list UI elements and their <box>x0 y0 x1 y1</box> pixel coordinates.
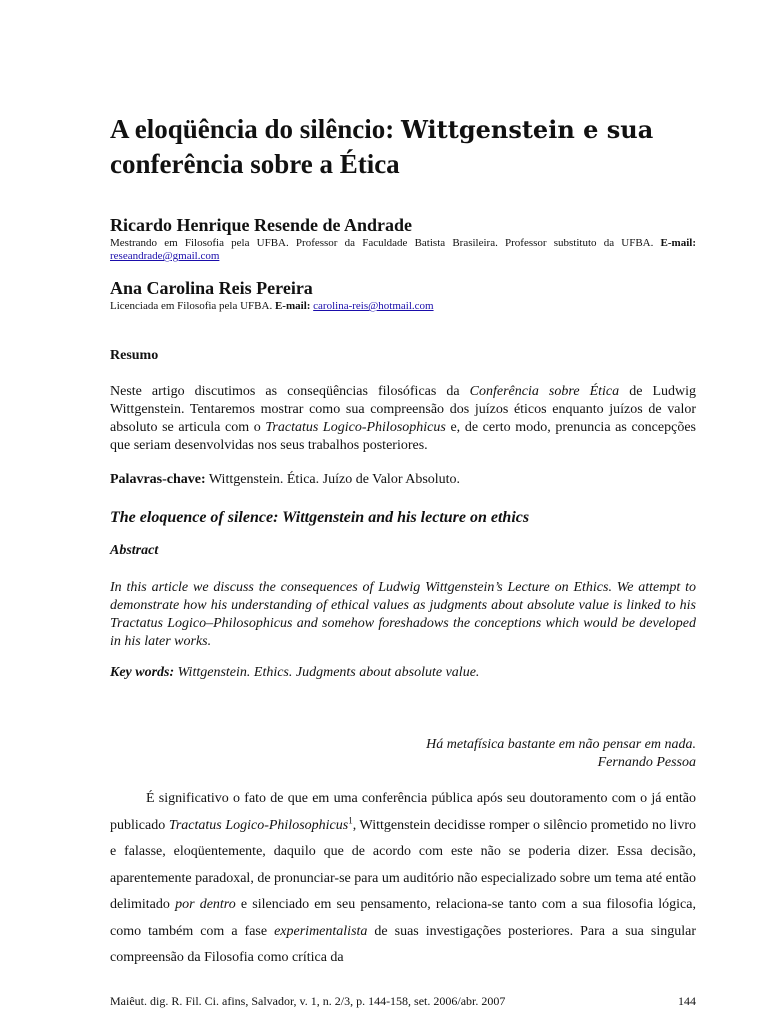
title-line2: conferência sobre a Ética <box>110 149 400 179</box>
resumo-heading: Resumo <box>110 348 159 363</box>
title-sub: Wittgenstein e sua <box>401 115 654 144</box>
body-text: e silenciado em seu pensamento, relaciona-se tanto com a sua filosofia lógica, como também com a fase <box>110 897 696 939</box>
body-text: É significativo o fato de que em uma conferência pública após seu doutoramento com o já então publicado <box>110 791 696 833</box>
resumo-text-italic: Tractatus Logico-Philosophicus <box>265 420 446 435</box>
body-text-italic: experimentalista <box>274 923 368 939</box>
epigraph-author: Fernando Pessoa <box>597 755 696 770</box>
author-affiliation <box>110 300 696 313</box>
body-text: , Wittgenstein decidisse romper o silêncio prometido no livro e falasse, eloqüentemente, daquilo que de acordo com este não se poderia dizer. Essa decisão, aparentemente paradoxal, de pronunciar-se para um auditório não especializado sobre um tema até então delimitado <box>110 817 696 912</box>
author-block-2 <box>110 278 696 313</box>
epigraph <box>110 736 696 772</box>
keywords-label: Key words: <box>110 665 175 680</box>
author-name: Ricardo Henrique Resende de Andrade <box>110 215 413 235</box>
body-text-italic: por dentro <box>175 897 236 912</box>
abstract-paragraph: In this article we discuss the consequences of Ludwig Wittgenstein’s Lecture on Ethics. We attempt to demonstrate how his understanding of ethical values as judgments about absolute value is linked to his Tractatus Logico–Philosophicus and somehow foreshadows the conceptions which would be developed in his later works. <box>110 580 696 649</box>
footnote-ref[interactable]: 1 <box>348 814 353 825</box>
palavras-chave <box>110 472 696 488</box>
keywords-text: Wittgenstein. Ethics. Judgments about absolute value. <box>177 665 480 680</box>
author-name: Ana Carolina Reis Pereira <box>110 278 313 298</box>
keywords-text: Wittgenstein. Ética. Juízo de Valor Absoluto. <box>208 472 461 487</box>
email-label: E-mail: <box>660 237 696 249</box>
resumo-text: Neste artigo discutimos as conseqüências filosóficas da <box>110 384 470 399</box>
author-email-link[interactable]: carolina-reis@hotmail.com <box>313 300 434 312</box>
key-words <box>110 665 696 681</box>
author-block-1 <box>110 215 696 263</box>
page-number: 144 <box>678 994 696 1008</box>
affiliation-text: Mestrando em Filosofia pela UFBA. Professor da Faculdade Batista Brasileira. Professor substituto da UFBA. <box>110 237 654 249</box>
keywords-label: Palavras-chave: <box>110 472 206 487</box>
abstract-heading: Abstract <box>110 543 159 558</box>
resumo-paragraph <box>110 383 696 455</box>
email-label: E-mail: <box>274 300 311 312</box>
resumo-text: e, de certo modo, prenuncia as concepções que seriam desenvolvidas nos seus trabalhos posteriores. <box>110 420 696 453</box>
resumo-text: de Ludwig Wittgenstein. Tentaremos mostrar como sua compreensão dos juízos éticos enquanto juízos de valor absoluto se articula com o <box>110 384 697 435</box>
author-affiliation <box>110 237 696 263</box>
title-main: A eloqüência do silêncio: <box>110 114 395 144</box>
epigraph-quote: Há metafísica bastante em não pensar em nada. <box>426 737 696 752</box>
body-text-italic: Tractatus Logico-Philosophicus <box>168 817 349 833</box>
resumo-text-italic: Conferência sobre Ética <box>469 384 620 399</box>
body-paragraph <box>110 786 696 972</box>
footer-citation: Maiêut. dig. R. Fil. Ci. afins, Salvador, v. 1, n. 2/3, p. 144-158, set. 2006/abr. 2007 <box>110 994 506 1008</box>
body-text: de suas investigações posteriores. Para a sua singular compreensão da Filosofia como crítica da <box>110 923 696 965</box>
article-title <box>110 112 696 181</box>
affiliation-text: Licenciada em Filosofia pela UFBA. <box>110 300 273 312</box>
english-title: The eloquence of silence: Wittgenstein and his lecture on ethics <box>110 509 530 526</box>
author-email-link[interactable]: reseandrade@gmail.com <box>110 250 220 262</box>
